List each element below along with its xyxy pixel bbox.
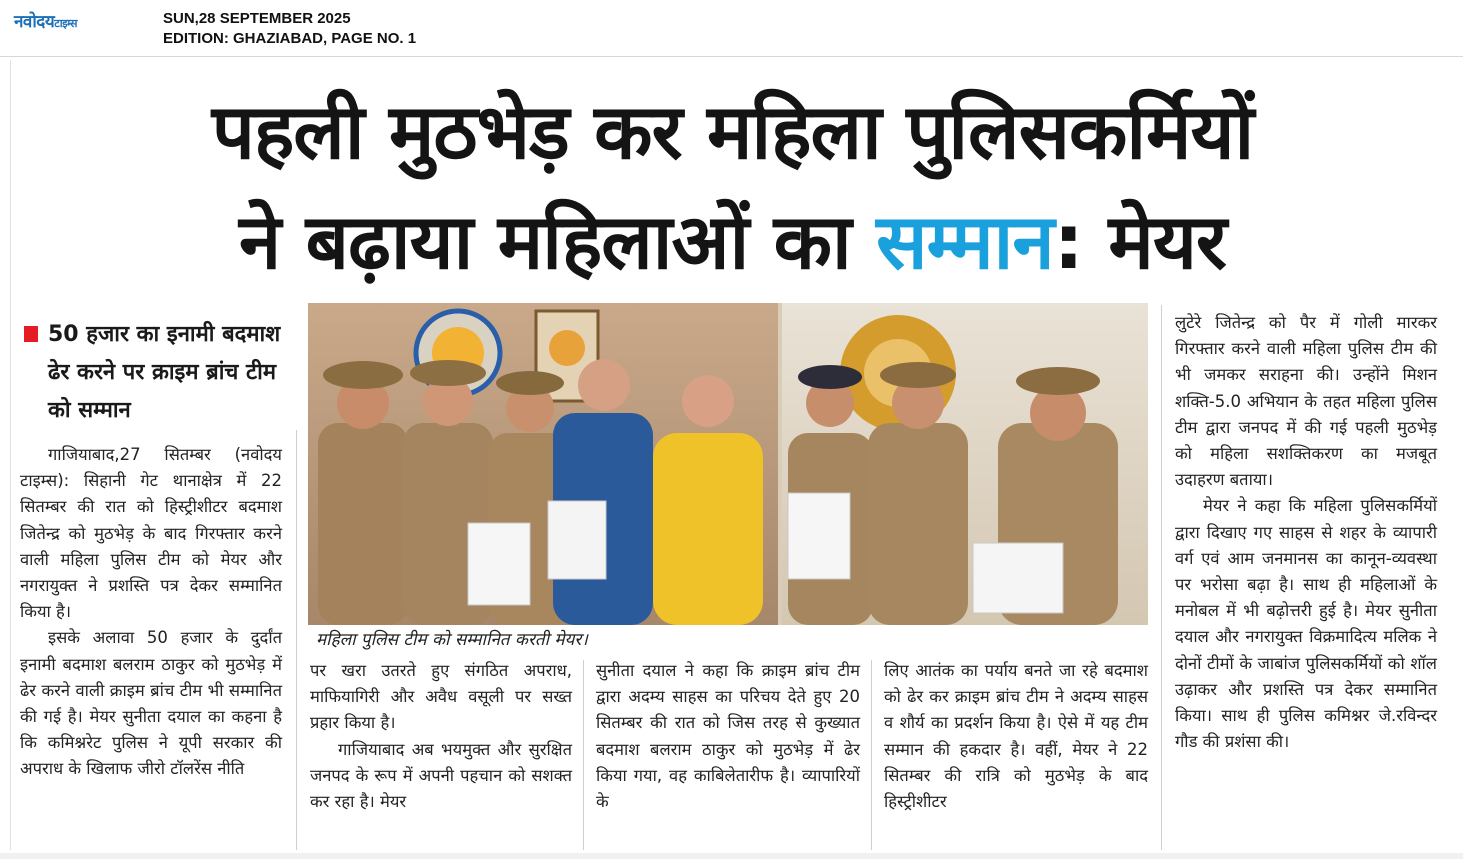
logo-sub: टाइम्स [54,17,77,30]
red-square-bullet-icon [24,326,38,342]
column-1-paragraph-1: गाजियाबाद,27 सितम्बर (नवोदय टाइम्स): सिहानी गेट थानाक्षेत्र में 22 सितम्बर की रात को हिस्ट्रीशीटर बदमाश जितेन्द्र को मुठभेड़ के बाद गिरफ्तार करने वाली महिला पुलिस टीम को मेयर और नगरायुक्त ने प्रशस्ति पत्र देकर सम्मानित किया है। [20,445,282,622]
column-rule-4 [1161,305,1162,850]
article-column-3 [596,658,860,815]
news-photo [308,303,1148,625]
column-rule-3 [871,660,872,850]
subheadline-text: 50 हजार का इनामी बदमाश ढेर करने पर क्राइम ब्रांच टीम को सम्मान [48,322,281,423]
subheadline [22,316,292,430]
headline-line-2 [20,196,1445,288]
column-1-paragraph-2: इसके अलावा 50 हजार के दुर्दांत इनामी बदमाश बलराम ठाकुर को मुठभेड़ में ढेर करने वाली क्राइम ब्रांच टीम भी सम्मानित की गई है। मेयर सुनीता दयाल का कहना है कि कमिश्नरेट पुलिस ने यूपी सरकार की अपराध के खिलाफ जीरो टॉलरेंस नीति [20,628,282,779]
article-column-4 [884,658,1148,815]
article-column-1 [20,442,282,783]
headline-accent-word: सम्मान [876,197,1054,286]
column-4-paragraph-1: लिए आतंक का पर्याय बनते जा रहे बदमाश को ढेर कर क्राइम ब्रांच टीम ने अदम्य साहस व शौर्य का प्रदर्शन किया है। ऐसे में यह टीम सम्मान की हकदार है। वहीं, मेयर ने 22 सितम्बर की रात्रि को मुठभेड़ के बाद हिस्ट्रीशीटर [884,661,1148,812]
article-column-5 [1175,310,1437,755]
column-2-paragraph-2: गाजियाबाद अब भयमुक्त और सुरक्षित जनपद के रूप में अपनी पहचान को सशक्त कर रहा है। मेयर [310,739,572,812]
edition-info [163,9,416,49]
newspaper-logo [14,9,77,32]
logo-main: नवोदय [14,12,55,32]
column-rule-2 [583,660,584,850]
column-rule-1 [296,430,297,850]
article-column-2 [310,658,572,815]
headline-line-1: पहली मुठभेड़ कर महिला पुलिसकर्मियों [211,87,1254,176]
column-5-paragraph-2: मेयर ने कहा कि महिला पुलिसकर्मियों द्वारा दिखाए गए साहस से शहर के व्यापारी वर्ग एवं आम जनमानस का कानून-व्यवस्था पर भरोसा बढ़ा है। साथ ही महिलाओं के मनोबल में भी बढ़ोत्तरी हुई है। मेयर सुनीता दयाल और नगरायुक्त विक्रमादित्य मलिक ने दोनों टीमों के जाबांज पुलिसकर्मियों को शॉल उढ़ाकर और प्रशस्ति पत्र देकर सम्मानित किया। साथ ही पुलिस कमिश्नर जे.रविन्दर गौड की प्रशंसा की। [1175,496,1437,752]
headline-line-2-pre: ने बढ़ाया महिलाओं का [239,197,877,286]
photo-caption: महिला पुलिस टीम को सम्मानित करती मेयर। [316,630,588,650]
headline-line-2-post: : मेयर [1053,197,1226,286]
left-margin-rule [10,60,11,850]
column-2-paragraph-1: पर खरा उतरते हुए संगठित अपराध, माफियागिरी और अवैध वसूली पर सख्त प्रहार किया है। [310,661,572,733]
page-footer-strip [0,853,1463,859]
edition-line: EDITION: GHAZIABAD, PAGE NO. 1 [163,30,417,47]
date-line: SUN,28 SEPTEMBER 2025 [163,10,351,27]
photo-illustration [308,303,1148,625]
masthead-bar [0,0,1463,57]
column-3-paragraph-1: सुनीता दयाल ने कहा कि क्राइम ब्रांच टीम द्वारा अदम्य साहस का परिचय देते हुए 20 सितम्बर की रात को जिस तरह से कुख्यात बदमाश बलराम ठाकुर को मुठभेड़ में ढेर किया गया, वह काबिलेतारीफ है। व्यापारियों के [596,661,860,812]
column-5-paragraph-1: लुटेरे जितेन्द्र को पैर में गोली मारकर गिरफ्तार करने वाली महिला पुलिस टीम की भी जमकर सराहना की। उन्होंने मिशन शक्ति-5.0 अभियान के तहत महिला पुलिस टीम द्वारा जनपद में की गई पहली मुठभेड़ को महिला सशक्तिकरण का मजबूत उदाहरण बताया। [1175,313,1437,490]
